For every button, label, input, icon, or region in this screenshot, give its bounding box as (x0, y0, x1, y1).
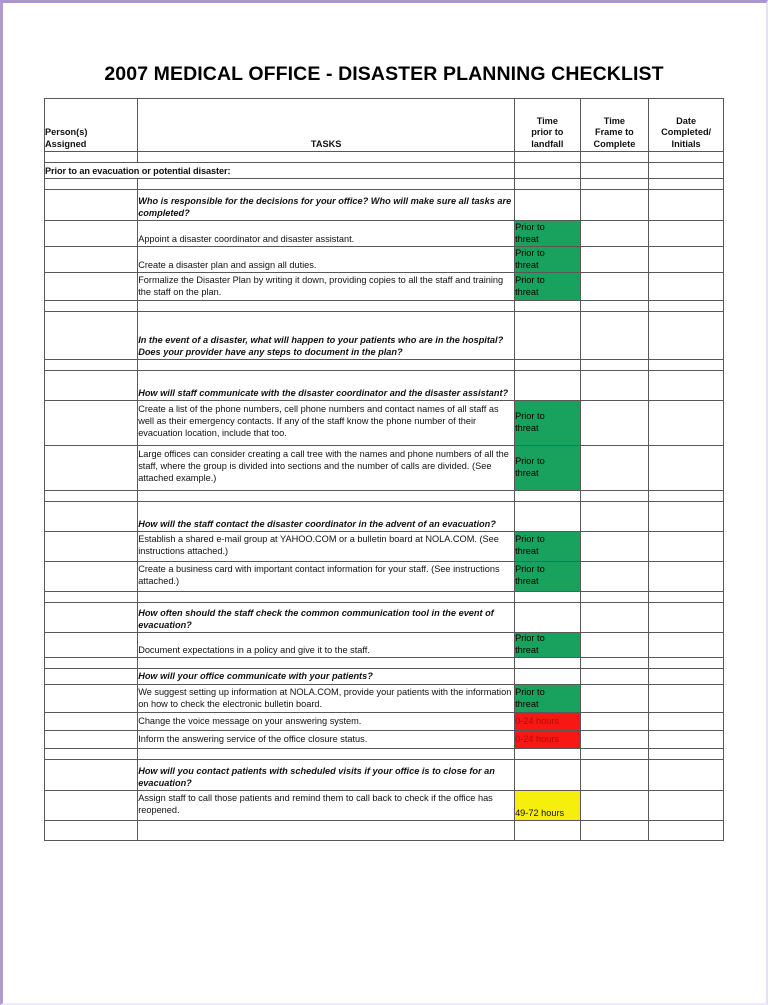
header-time-prior-line2: prior to (531, 127, 564, 138)
cell-time-frame[interactable] (580, 713, 649, 731)
cell-task[interactable] (138, 360, 515, 371)
cell-task[interactable] (138, 592, 515, 603)
table-row (45, 179, 724, 190)
cell-time-frame[interactable] (580, 731, 649, 749)
task-text: Create a list of the phone numbers, cell phone numbers and contact names of all staff as well as their emergency contacts. If any of the staff know the phone number of their evacuation location, include that too. (138, 401, 515, 446)
question-row (45, 669, 724, 685)
cell-date-completed[interactable] (649, 163, 724, 179)
table-row (45, 360, 724, 371)
timing-line2: threat (515, 698, 539, 709)
cell-date-completed[interactable] (649, 791, 724, 821)
task-row (45, 713, 724, 731)
table-row (45, 152, 724, 163)
cell-person[interactable] (45, 360, 138, 371)
task-row (45, 731, 724, 749)
table-row (45, 301, 724, 312)
cell-time-prior[interactable] (515, 821, 581, 841)
cell-time-frame[interactable] (580, 532, 649, 562)
task-row (45, 221, 724, 247)
cell-time-frame[interactable] (580, 760, 649, 791)
timing-line2: threat (515, 468, 539, 478)
cell-time-frame[interactable] (580, 179, 649, 190)
cell-time-frame[interactable] (580, 669, 649, 685)
cell-time-prior[interactable] (515, 592, 581, 603)
cell-person[interactable] (45, 731, 138, 749)
question-text: How will staff communicate with the disaster coordinator and the disaster assistant? (138, 371, 515, 401)
cell-date-completed[interactable] (649, 401, 724, 446)
cell-time-prior[interactable]: 0-24 hours (515, 713, 581, 731)
header-date-line1: Date (676, 115, 697, 126)
cell-person[interactable] (45, 312, 138, 360)
cell-date-completed[interactable] (649, 502, 724, 532)
cell-time-prior[interactable] (515, 371, 581, 401)
cell-time-prior[interactable] (515, 603, 581, 633)
cell-time-prior[interactable] (515, 247, 581, 273)
disaster-planning-checklist-table (44, 98, 724, 841)
question-text: How will the staff contact the disaster coordinator in the advent of an evacuation? (138, 502, 515, 532)
header-date-line3: Initials (671, 139, 701, 150)
cell-time-frame[interactable] (580, 562, 649, 592)
question-text: In the event of a disaster, what will happen to your patients who are in the hospital? Does your provider have any steps to document in the plan? (138, 312, 515, 360)
cell-time-frame[interactable] (580, 247, 649, 273)
cell-time-frame[interactable] (580, 360, 649, 371)
task-row (45, 685, 724, 713)
task-row (45, 791, 724, 821)
timing-line2: threat (515, 545, 539, 556)
task-text: Change the voice message on your answering system. (138, 713, 515, 731)
cell-date-completed[interactable] (649, 360, 724, 371)
header-person-line2: Assigned (45, 139, 87, 150)
cell-date-completed[interactable] (649, 190, 724, 221)
cell-date-completed[interactable] (649, 273, 724, 301)
timing-line2: threat (515, 644, 539, 655)
task-text: Appoint a disaster coordinator and disaster assistant. (138, 221, 515, 247)
header-time-frame-line3: Complete (593, 139, 636, 150)
cell-time-prior[interactable] (515, 562, 581, 592)
task-text: Create a disaster plan and assign all duties. (138, 247, 515, 273)
cell-person[interactable] (45, 760, 138, 791)
cell-time-prior[interactable] (515, 502, 581, 532)
header-person-line1: Person(s) (45, 127, 88, 138)
cell-time-prior[interactable] (515, 760, 581, 791)
cell-date-completed[interactable] (649, 669, 724, 685)
timing-line1: Prior to (515, 275, 545, 285)
task-row (45, 633, 724, 658)
cell-time-prior[interactable] (515, 301, 581, 312)
header-time-frame-line2: Frame to (594, 127, 634, 138)
cell-date-completed[interactable] (649, 491, 724, 502)
header-time-prior-to-landfall (515, 99, 581, 152)
cell-time-prior[interactable] (515, 669, 581, 685)
cell-time-frame[interactable] (580, 603, 649, 633)
cell-time-prior[interactable] (515, 152, 581, 163)
task-text: Assign staff to call those patients and remind them to call back to check if the office has reopened. (138, 791, 515, 821)
question-text: Who is responsible for the decisions for your office? Who will make sure all tasks are completed? (138, 190, 515, 221)
timing-line2: threat (515, 423, 539, 433)
cell-time-frame[interactable] (580, 221, 649, 247)
cell-time-prior[interactable] (515, 446, 581, 491)
task-text: Create a business card with important contact information for your staff. (See instructions attached.) (138, 562, 515, 592)
cell-person[interactable] (45, 713, 138, 731)
timing-line1: Prior to (515, 456, 545, 467)
cell-date-completed[interactable] (649, 312, 724, 360)
timing-line1: Prior to (515, 222, 545, 233)
cell-time-prior[interactable] (515, 633, 581, 658)
cell-time-prior[interactable] (515, 179, 581, 190)
cell-time-prior[interactable] (515, 401, 581, 446)
timing-line1: Prior to (515, 248, 545, 259)
cell-person[interactable] (45, 179, 138, 190)
cell-date-completed[interactable] (649, 749, 724, 760)
cell-person[interactable] (45, 247, 138, 273)
question-row (45, 190, 724, 221)
cell-time-prior[interactable]: 0-24 hours (515, 731, 581, 749)
header-person-assigned (45, 99, 138, 152)
task-row (45, 273, 724, 301)
timing-line1: Prior to (515, 687, 545, 697)
cell-task[interactable] (138, 179, 515, 190)
cell-time-frame[interactable] (580, 273, 649, 301)
cell-person[interactable] (45, 532, 138, 562)
timing-line1: Prior to (515, 633, 545, 643)
cell-time-prior[interactable] (515, 658, 581, 669)
cell-person[interactable] (45, 749, 138, 760)
cell-date-completed[interactable] (649, 152, 724, 163)
question-row (45, 760, 724, 791)
cell-person[interactable] (45, 502, 138, 532)
task-row (45, 532, 724, 562)
cell-time-frame[interactable] (580, 633, 649, 658)
page-title: 2007 MEDICAL OFFICE - DISASTER PLANNING CHECKLIST (104, 63, 664, 85)
cell-time-frame[interactable] (580, 658, 649, 669)
cell-time-frame[interactable] (580, 371, 649, 401)
cell-time-prior[interactable] (515, 163, 581, 179)
cell-person[interactable] (45, 658, 138, 669)
cell-time-prior[interactable]: 49-72 hours (515, 791, 581, 821)
cell-date-completed[interactable] (649, 179, 724, 190)
cell-date-completed[interactable] (649, 821, 724, 841)
cell-date-completed[interactable] (649, 532, 724, 562)
cell-person[interactable] (45, 152, 138, 163)
timing-line1: Prior to (515, 411, 545, 422)
cell-date-completed[interactable] (649, 685, 724, 713)
cell-time-frame[interactable] (580, 749, 649, 760)
cell-date-completed[interactable] (649, 592, 724, 603)
cell-time-frame[interactable] (580, 685, 649, 713)
header-time-frame-to-complete (580, 99, 649, 152)
task-row (45, 401, 724, 446)
task-text: Large offices can consider creating a call tree with the names and phone numbers of all the staff, where the group is divided into sections and the number of calls are divided. (See attached example.) (138, 446, 515, 491)
cell-time-frame[interactable] (580, 312, 649, 360)
cell-task[interactable] (138, 821, 515, 841)
question-row (45, 603, 724, 633)
table-header-row (45, 99, 724, 152)
cell-task[interactable] (138, 749, 515, 760)
cell-person[interactable] (45, 633, 138, 658)
cell-person[interactable] (45, 446, 138, 491)
header-tasks: TASKS (138, 99, 515, 152)
cell-task[interactable] (138, 152, 515, 163)
cell-date-completed[interactable] (649, 301, 724, 312)
cell-task[interactable] (138, 658, 515, 669)
cell-person[interactable] (45, 401, 138, 446)
cell-time-frame[interactable] (580, 190, 649, 221)
question-text: How will your office communicate with your patients? (138, 669, 515, 685)
cell-time-frame[interactable] (580, 163, 649, 179)
table-row (45, 749, 724, 760)
cell-time-prior[interactable] (515, 273, 581, 301)
cell-time-prior[interactable] (515, 749, 581, 760)
cell-time-frame[interactable] (580, 301, 649, 312)
cell-date-completed[interactable] (649, 247, 724, 273)
cell-person[interactable] (45, 821, 138, 841)
cell-person[interactable] (45, 669, 138, 685)
task-text: Inform the answering service of the office closure status. (138, 731, 515, 749)
cell-time-frame[interactable] (580, 446, 649, 491)
cell-time-prior[interactable] (515, 190, 581, 221)
header-time-prior-line1: Time (536, 115, 558, 126)
section-heading-row (45, 163, 724, 179)
task-row (45, 247, 724, 273)
cell-person[interactable] (45, 603, 138, 633)
cell-date-completed[interactable] (649, 731, 724, 749)
cell-time-frame[interactable] (580, 152, 649, 163)
timing-line2: threat (515, 286, 539, 297)
cell-time-frame[interactable] (580, 821, 649, 841)
cell-date-completed[interactable] (649, 603, 724, 633)
timing-line2: threat (515, 575, 539, 586)
cell-person[interactable] (45, 592, 138, 603)
cell-person[interactable] (45, 685, 138, 713)
cell-time-prior[interactable] (515, 532, 581, 562)
question-row (45, 371, 724, 401)
header-time-prior-line3: landfall (531, 139, 564, 150)
cell-date-completed[interactable] (649, 658, 724, 669)
task-row (45, 562, 724, 592)
cell-time-prior[interactable] (515, 685, 581, 713)
cell-date-completed[interactable] (649, 371, 724, 401)
header-time-frame-line1: Time (603, 115, 626, 126)
task-text: Formalize the Disaster Plan by writing it down, providing copies to all the staff and training the staff on the plan. (138, 273, 515, 301)
cell-time-prior[interactable] (515, 491, 581, 502)
question-row (45, 312, 724, 360)
cell-time-frame[interactable] (580, 401, 649, 446)
cell-time-frame[interactable] (580, 592, 649, 603)
cell-person[interactable] (45, 221, 138, 247)
timing-line1: Prior to (515, 534, 545, 544)
cell-task[interactable] (138, 301, 515, 312)
task-text: Document expectations in a policy and give it to the staff. (138, 633, 515, 658)
header-date-line2: Completed/ (661, 127, 712, 138)
table-row (45, 592, 724, 603)
timing-line2: threat (515, 234, 539, 245)
table-row (45, 658, 724, 669)
question-text: How will you contact patients with scheduled visits if your office is to close for an evacuation? (138, 760, 515, 791)
task-row (45, 446, 724, 491)
cell-person[interactable] (45, 562, 138, 592)
table-row (45, 821, 724, 841)
cell-person[interactable] (45, 301, 138, 312)
cell-time-frame[interactable] (580, 491, 649, 502)
section-heading-prior-to-evacuation: Prior to an evacuation or potential disaster: (45, 163, 515, 179)
timing-line2: threat (515, 260, 539, 271)
cell-person[interactable] (45, 273, 138, 301)
cell-person[interactable] (45, 190, 138, 221)
question-text: How often should the staff check the common communication tool in the event of evacuation? (138, 603, 515, 633)
header-date-completed-initials (649, 99, 724, 152)
cell-date-completed[interactable] (649, 221, 724, 247)
cell-task[interactable] (138, 491, 515, 502)
question-row (45, 502, 724, 532)
cell-person[interactable] (45, 791, 138, 821)
timing-line1: Prior to (515, 564, 545, 574)
cell-person[interactable] (45, 371, 138, 401)
cell-time-prior[interactable] (515, 360, 581, 371)
table-row (45, 491, 724, 502)
cell-date-completed[interactable] (649, 713, 724, 731)
cell-date-completed[interactable] (649, 633, 724, 658)
cell-time-frame[interactable] (580, 791, 649, 821)
task-text: Establish a shared e-mail group at YAHOO.COM or a bulletin board at NOLA.COM. (See instructions attached.) (138, 532, 515, 562)
cell-time-prior[interactable] (515, 221, 581, 247)
cell-date-completed[interactable] (649, 562, 724, 592)
cell-person[interactable] (45, 491, 138, 502)
cell-date-completed[interactable] (649, 760, 724, 791)
cell-date-completed[interactable] (649, 446, 724, 491)
cell-time-prior[interactable] (515, 312, 581, 360)
task-text: We suggest setting up information at NOLA.COM, provide your patients with the information on how to check the electronic bulletin board. (138, 685, 515, 713)
cell-time-frame[interactable] (580, 502, 649, 532)
